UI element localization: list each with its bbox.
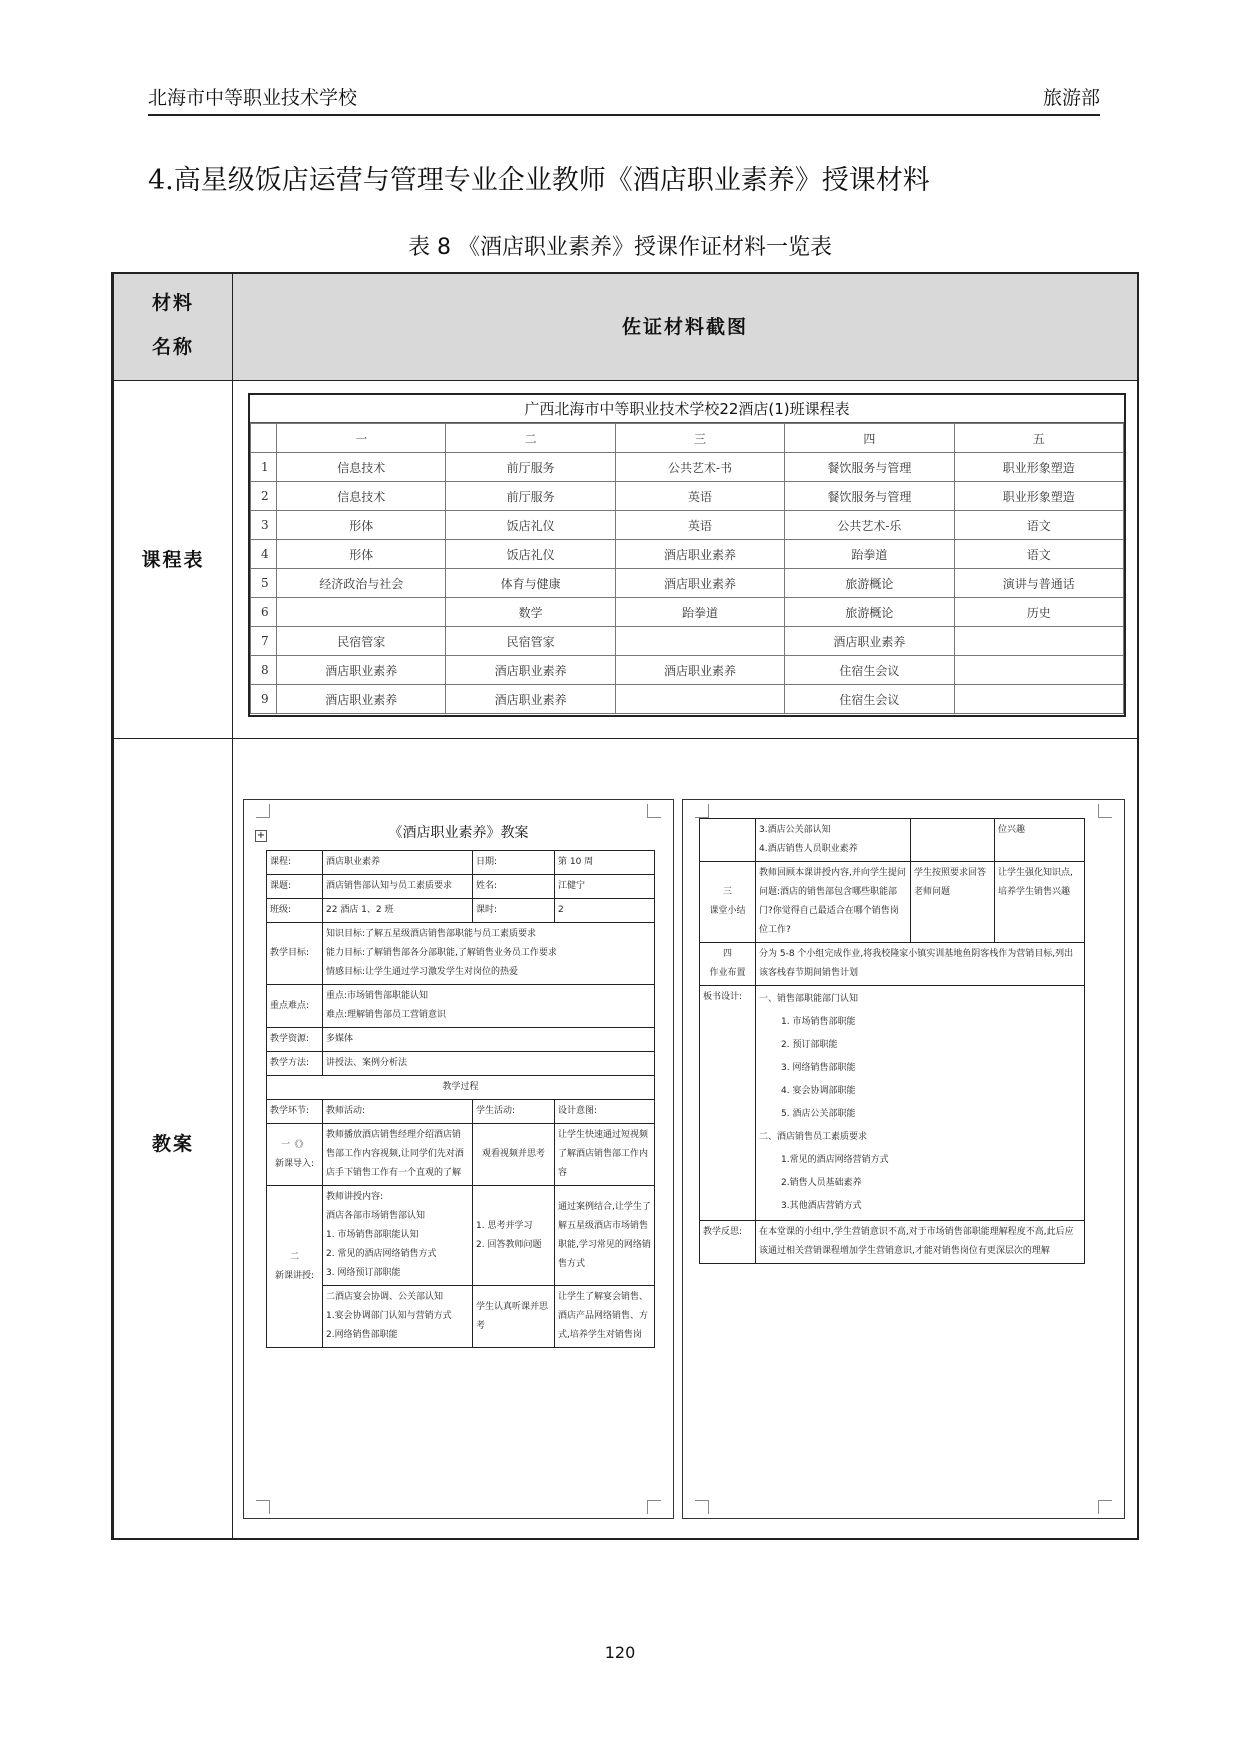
schedule-day-header: 三 (615, 424, 784, 453)
teach-line: 二酒店宴会协调、公关部认知 (326, 1292, 444, 1302)
schedule-cell: 历史 (954, 598, 1123, 627)
schedule-cell: 经济政治与社会 (277, 569, 446, 598)
schedule-cell: 信息技术 (277, 482, 446, 511)
schedule-row-1 (251, 453, 1124, 482)
schedule-period-number: 8 (251, 656, 277, 685)
schedule-day-header: 二 (446, 424, 615, 453)
schedule-cell: 信息技术 (277, 453, 446, 482)
schedule-period-number: 6 (251, 598, 277, 627)
cell: 酒店销售部认知与员工素质要求 (323, 875, 473, 899)
schedule-cell: 前厅服务 (446, 453, 615, 482)
schedule-cell: 酒店职业素养 (277, 685, 446, 714)
table-caption: 表 8 《酒店职业素养》授课作证材料一览表 (408, 235, 832, 260)
schedule-period-number: 3 (251, 511, 277, 540)
cell (323, 1186, 473, 1286)
schedule-header-row (251, 424, 1124, 453)
schedule-row-6 (251, 598, 1124, 627)
cell: 22 酒店 1、2 班 (323, 899, 473, 923)
schedule-row-7 (251, 627, 1124, 656)
schedule-row-5 (251, 569, 1124, 598)
cell: 位兴趣 (995, 819, 1085, 862)
cell: 教学过程 (267, 1076, 655, 1100)
teach-line: 1. 市场销售部职能认知 (326, 1230, 419, 1240)
cell (323, 923, 655, 985)
schedule-period-number: 1 (251, 453, 277, 482)
schedule-cell: 民宿管家 (446, 627, 615, 656)
text-line: 4.酒店销售人员职业素养 (759, 844, 858, 854)
cell: 观看视频并思考 (473, 1124, 555, 1186)
cell (473, 1186, 555, 1286)
board-line: 3. 网络销售部职能 (781, 1063, 856, 1073)
board-line: 二、酒店销售员工素质要求 (759, 1132, 868, 1142)
schedule-cell: 数学 (446, 598, 615, 627)
schedule-cell: 旅游概论 (785, 598, 954, 627)
cell: 多媒体 (323, 1028, 655, 1052)
goal-line: 知识目标:了解五星级酒店销售部职能与员工素质要求 (326, 929, 537, 939)
schedule-label: 课程表 (141, 549, 205, 571)
schedule-period-number: 2 (251, 482, 277, 511)
cell: 教师回顾本课讲授内容,并向学生提问问题:酒店的销售部包含哪些职能部门?你觉得自己最适合在哪个销售岗位工作? (756, 862, 911, 943)
schedule-cell (954, 656, 1123, 685)
schedule-cell: 公共艺术-书 (615, 453, 784, 482)
cell: 让学生快速通过短视频了解酒店销售部工作内容 (555, 1124, 655, 1186)
corner-mark (647, 804, 661, 818)
schedule-cell: 语文 (954, 511, 1123, 540)
corner-mark (647, 1500, 661, 1514)
schedule-cell: 住宿生会议 (785, 656, 954, 685)
cell: 教学环节: (267, 1100, 323, 1124)
section-title: 4.高星级饭店运营与管理专业企业教师《酒店职业素养》授课材料 (148, 165, 930, 196)
corner-mark (1098, 804, 1112, 818)
schedule-cell: 形体 (277, 511, 446, 540)
cell: 2 (555, 899, 655, 923)
schedule-cell: 酒店职业素养 (615, 540, 784, 569)
evidence-table (111, 272, 1139, 1540)
schedule-row-4 (251, 540, 1124, 569)
cell: 设计意图: (555, 1100, 655, 1124)
schedule-cell: 餐饮服务与管理 (785, 482, 954, 511)
cell: 通过案例结合,让学生了解五星级酒店市场销售职能,学习常见的网络销售方式 (555, 1186, 655, 1286)
schedule-cell: 演讲与普通话 (954, 569, 1123, 598)
step-label: 新课导入: (274, 1158, 315, 1169)
cell (323, 985, 655, 1028)
schedule-cell: 饭店礼仪 (446, 511, 615, 540)
page-number: 120 (604, 1643, 636, 1662)
schedule-cell: 住宿生会议 (785, 685, 954, 714)
cell: 教学反思: (700, 1221, 756, 1264)
board-line: 5. 酒店公关部职能 (781, 1109, 856, 1119)
schedule-cell: 前厅服务 (446, 482, 615, 511)
corner-mark (695, 1500, 709, 1514)
schedule-cell: 职业形象塑造 (954, 453, 1123, 482)
cell: 讲授法、案例分析法 (323, 1052, 655, 1076)
cell (756, 819, 911, 862)
schedule-row-9 (251, 685, 1124, 714)
cell: 分为 5-8 个小组完成作业,将我校隆家小镇实训基地鱼阴客栈作为营销目标,列出该客栈春节期间销售计划 (756, 943, 1085, 986)
cell: 学生认真听课并思考 (473, 1286, 555, 1348)
schedule-cell: 酒店职业素养 (785, 627, 954, 656)
lesson-plan-row (114, 739, 1137, 1538)
schedule-cell: 酒店职业素养 (615, 569, 784, 598)
board-line: 1.常见的酒店网络营销方式 (781, 1155, 889, 1165)
schedule-cell: 酒店职业素养 (615, 656, 784, 685)
cell (700, 943, 756, 986)
cell (700, 819, 756, 862)
lesson-plan-table-left (266, 850, 655, 1348)
schedule-cell: 饭店礼仪 (446, 540, 615, 569)
schedule-cell: 跆拳道 (785, 540, 954, 569)
table-move-handle-icon[interactable]: + (256, 830, 266, 841)
cell (756, 986, 1085, 1221)
cell: 课程: (267, 851, 323, 875)
step-label: 课堂小结 (709, 906, 746, 916)
cell: 学生活动: (473, 1100, 555, 1124)
cell: 在本堂课的小组中,学生营销意识不高,对于市场销售部职能理解程度不高,此后应该通过相关营销课程增加学生营销意识,才能对销售岗位有更深层次的理解 (756, 1221, 1085, 1264)
goal-line: 能力目标:了解销售部各分部职能,了解销售业务员工作要求 (326, 948, 557, 958)
schedule-cell: 体育与健康 (446, 569, 615, 598)
key-line: 重点:市场销售部职能认知 (326, 991, 429, 1001)
schedule-corner-cell (251, 424, 277, 453)
cell (911, 819, 995, 862)
board-line: 3.其他酒店营销方式 (781, 1201, 862, 1211)
cell: 课题: (267, 875, 323, 899)
schedule-cell (277, 598, 446, 627)
column-divider (232, 274, 233, 1538)
school-name: 北海市中等职业技术学校 (148, 87, 358, 109)
step-label: 四 (722, 949, 732, 959)
schedule-cell (615, 685, 784, 714)
schedule-row (114, 381, 1137, 739)
cell: 班级: (267, 899, 323, 923)
board-line: 2.销售人员基础素养 (781, 1178, 862, 1188)
schedule-period-number: 9 (251, 685, 277, 714)
cell (267, 1124, 323, 1186)
schedule-cell: 英语 (615, 511, 784, 540)
schedule-cell (954, 627, 1123, 656)
schedule-cell: 英语 (615, 482, 784, 511)
teach-line: 2. 常见的酒店网络销售方式 (326, 1249, 437, 1259)
teach-line: 3. 网络预订部职能 (326, 1268, 401, 1278)
header-material-line2: 名称 (151, 336, 194, 358)
board-line: 1. 市场销售部职能 (781, 1017, 856, 1027)
cell: 重点难点: (267, 985, 323, 1028)
step-label: 一《》 (280, 1139, 308, 1150)
board-line: 4. 宴会协调部职能 (781, 1086, 856, 1096)
schedule-row-2 (251, 482, 1124, 511)
header-evidence: 佐证材料截图 (621, 316, 748, 338)
schedule-cell: 民宿管家 (277, 627, 446, 656)
schedule-day-header: 四 (785, 424, 954, 453)
schedule-period-number: 4 (251, 540, 277, 569)
cell (323, 1286, 473, 1348)
schedule-period-number: 5 (251, 569, 277, 598)
student-line: 2. 回答教师问题 (476, 1239, 542, 1250)
teach-line: 教师讲授内容: (326, 1192, 384, 1202)
cell (267, 1186, 323, 1348)
schedule-day-header: 五 (954, 424, 1123, 453)
cell: 板书设计: (700, 986, 756, 1221)
schedule-period-number: 7 (251, 627, 277, 656)
header-material-line1: 材料 (151, 292, 194, 314)
student-line: 1. 思考并学习 (476, 1220, 533, 1231)
lesson-plan-table-right (699, 818, 1085, 1264)
schedule-cell: 酒店职业素养 (277, 656, 446, 685)
step-label: 作业布置 (709, 968, 746, 978)
table-header-row (114, 274, 1137, 381)
corner-mark (256, 804, 270, 818)
department-name: 旅游部 (1042, 87, 1100, 109)
cell: 学生按照要求回答老师问题 (911, 862, 995, 943)
schedule-cell: 旅游概论 (785, 569, 954, 598)
cell: 让学生强化知识点,培养学生销售兴趣 (995, 862, 1085, 943)
cell: 教学目标: (267, 923, 323, 985)
cell: 第 10 周 (555, 851, 655, 875)
schedule-cell (954, 685, 1123, 714)
corner-mark (1098, 1500, 1112, 1514)
cell: 江健宁 (555, 875, 655, 899)
teach-line: 2.网络销售部职能 (326, 1330, 398, 1340)
schedule-cell: 公共艺术-乐 (785, 511, 954, 540)
schedule-cell (615, 627, 784, 656)
schedule-cell: 酒店职业素养 (446, 685, 615, 714)
goal-line: 情感目标:让学生通过学习激发学生对岗位的热爱 (326, 967, 519, 977)
page-header (148, 86, 1100, 116)
schedule-row-3 (251, 511, 1124, 540)
cell: 课时: (473, 899, 555, 923)
cell: 教学方法: (267, 1052, 323, 1076)
schedule-row-8 (251, 656, 1124, 685)
schedule-cell: 语文 (954, 540, 1123, 569)
schedule-cell: 餐饮服务与管理 (785, 453, 954, 482)
board-line: 一、销售部职能部门认知 (759, 994, 859, 1004)
cell: 教学资源: (267, 1028, 323, 1052)
cell: 姓名: (473, 875, 555, 899)
schedule-table (250, 423, 1124, 714)
cell (700, 862, 756, 943)
key-line: 难点:理解销售部员工营销意识 (326, 1010, 447, 1020)
schedule-title: 广西北海市中等职业技术学校22酒店(1)班课程表 (250, 395, 1124, 423)
board-line: 2. 预订部职能 (781, 1040, 838, 1050)
schedule-day-header: 一 (277, 424, 446, 453)
cell: 酒店职业素养 (323, 851, 473, 875)
lesson-plan-label: 教案 (151, 1133, 194, 1155)
lesson-plan-title: 《酒店职业素养》教案 (388, 825, 529, 841)
teach-line: 1.宴会协调部门认知与营销方式 (326, 1311, 452, 1321)
cell: 让学生了解宴会销售、酒店产品网络销售、方式,培养学生对销售岗 (555, 1286, 655, 1348)
corner-mark (256, 1500, 270, 1514)
text-line: 3.酒店公关部认知 (759, 825, 831, 835)
schedule-cell: 酒店职业素养 (446, 656, 615, 685)
lesson-plan-page-left (243, 799, 674, 1519)
schedule-cell: 形体 (277, 540, 446, 569)
schedule-screenshot (248, 393, 1126, 717)
cell: 日期: (473, 851, 555, 875)
schedule-cell: 跆拳道 (615, 598, 784, 627)
step-label: 新课讲授: (274, 1270, 315, 1281)
step-label: 三 (722, 887, 732, 897)
schedule-cell: 职业形象塑造 (954, 482, 1123, 511)
step-label: 二 (289, 1251, 299, 1262)
teach-line: 酒店各部市场销售部认知 (326, 1211, 426, 1221)
lesson-plan-page-right (682, 799, 1125, 1519)
cell: 教师播放酒店销售经理介绍酒店销售部工作内容视频,让同学们先对酒店手下销售工作有一个直观的了解 (323, 1124, 473, 1186)
corner-mark (695, 804, 709, 818)
cell: 教师活动: (323, 1100, 473, 1124)
